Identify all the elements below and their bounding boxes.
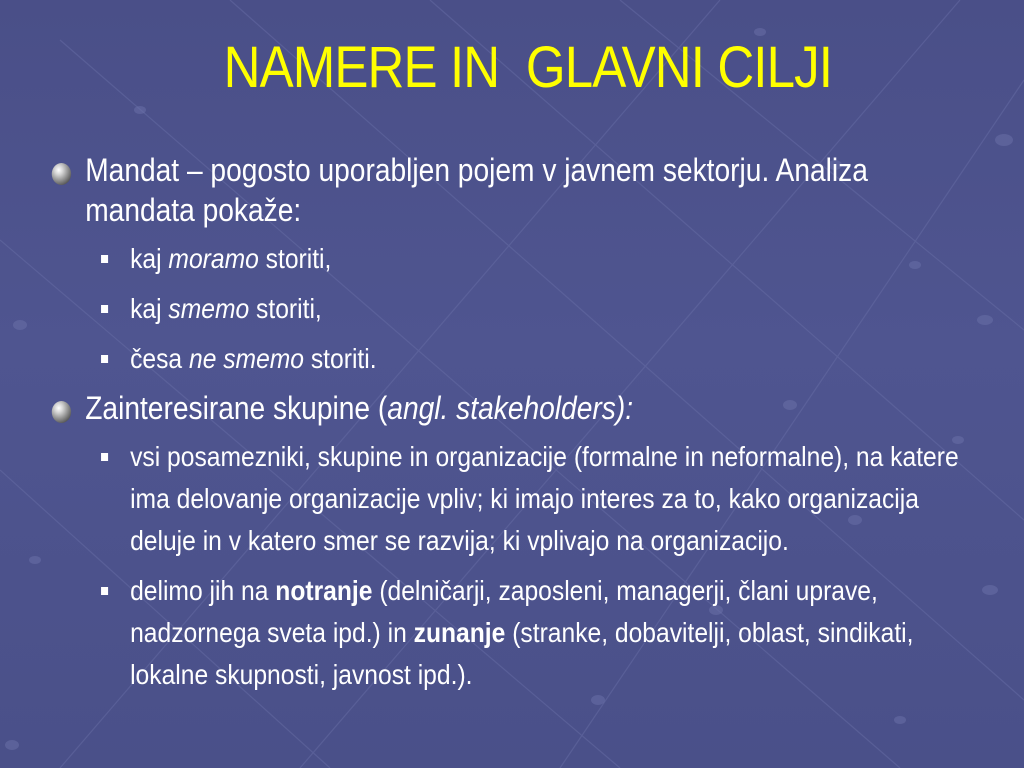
subitem-emphasis: ne smemo xyxy=(188,343,305,374)
subitem-text: delimo jih na xyxy=(130,575,276,606)
slide-title: NAMERE IN GLAVNI CILJI xyxy=(223,35,833,100)
bullet-mandat xyxy=(50,150,965,230)
square-bullet-icon xyxy=(101,355,108,363)
subitem-definition-text: vsi posamezniki, skupine in organizacije (formalne in neformalne), na katere ima delovanje organizacije vpliv; ki imajo interes za to, kako organizacija deluje in v katero smer se razvija; ki vplivajo na organizacijo. xyxy=(130,441,959,556)
square-bullet-icon xyxy=(101,255,108,263)
subitem-text: kaj xyxy=(130,293,169,324)
slide-body xyxy=(50,150,965,704)
subitem-text: storiti, xyxy=(249,293,322,324)
subitem-text: storiti. xyxy=(304,343,377,374)
subitem-moramo xyxy=(50,238,965,280)
bullet-stakeholders-emphasis: angl. stakeholders): xyxy=(387,390,634,426)
subitem-text: storiti, xyxy=(258,243,332,274)
subitem-text: česa xyxy=(130,343,189,374)
subitem-text: (delničarji, zaposleni, managerji, člani uprave, nadzornega sveta ipd.) in xyxy=(130,575,878,648)
subitem-division xyxy=(50,570,965,696)
subitem-smemo xyxy=(50,288,965,330)
bullet-stakeholders-text: Zainteresirane skupine ( xyxy=(85,390,388,426)
subitem-definition xyxy=(50,436,965,562)
square-bullet-icon xyxy=(101,453,108,461)
square-bullet-icon xyxy=(101,587,108,595)
sphere-bullet-icon xyxy=(52,163,71,185)
bullet-stakeholders xyxy=(50,388,965,428)
subitem-text: (stranke, dobavitelji, oblast, sindikati, lokalne skupnosti, javnost ipd.). xyxy=(130,617,914,690)
subitem-emphasis: smemo xyxy=(168,293,250,324)
square-bullet-icon xyxy=(101,305,108,313)
subitem-emphasis: moramo xyxy=(168,243,259,274)
keyword-notranje: notranje xyxy=(275,575,373,606)
bullet-mandat-text: Mandat – pogosto uporabljen pojem v javnem sektorju. Analiza mandata pokaže: xyxy=(85,152,868,228)
keyword-zunanje: zunanje xyxy=(413,617,506,648)
subitem-ne-smemo xyxy=(50,338,965,380)
sphere-bullet-icon xyxy=(52,401,71,423)
subitem-text: kaj xyxy=(130,243,169,274)
